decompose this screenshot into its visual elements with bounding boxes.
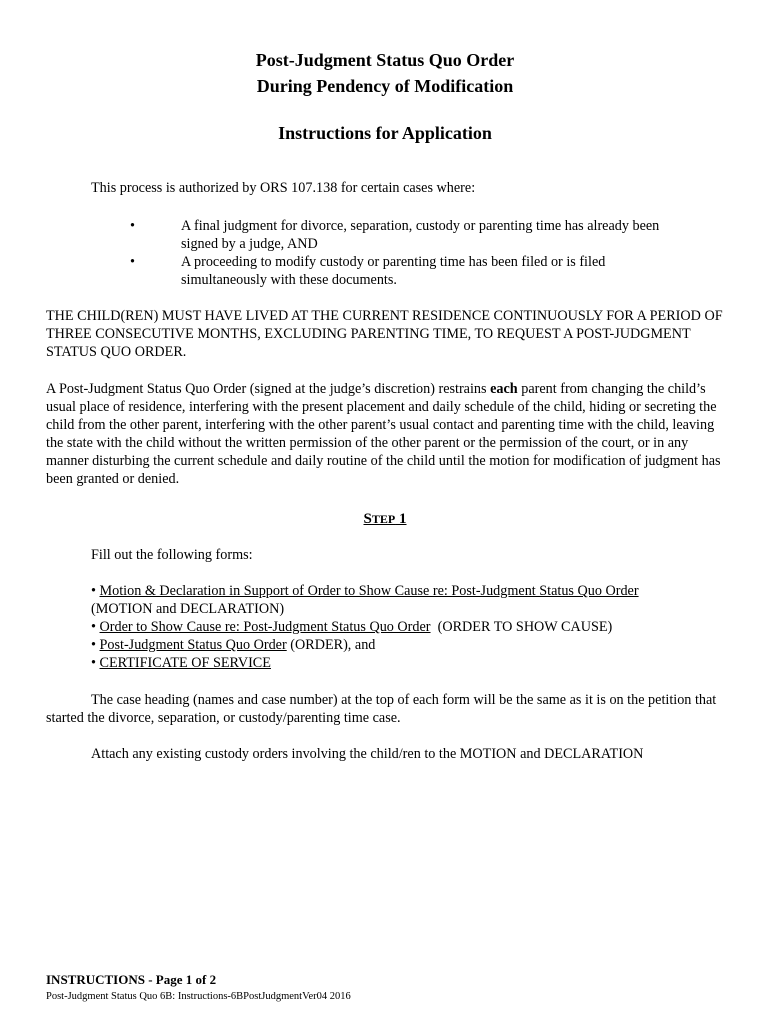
list-item: (MOTION and DECLARATION): [91, 601, 285, 617]
list-item: • A final judgment for divorce, separation, custody or parenting time has already been signed by a judge, AND: [130, 218, 660, 252]
motion-declaration-link[interactable]: Motion & Declaration in Support of Order to Show Cause re: Post-Judgment Status Quo Order: [99, 583, 639, 599]
document-subtitle: Instructions for Application: [278, 123, 492, 143]
criteria-list: [130, 217, 690, 289]
intro-paragraph: This process is authorized by ORS 107.138 for certain cases where:: [91, 180, 476, 196]
footer-page-label: INSTRUCTIONS - Page 1 of 2: [46, 972, 217, 987]
emphasis-each: each: [490, 381, 518, 397]
residence-requirement-notice: THE CHILD(REN) MUST HAVE LIVED AT THE CURRENT RESIDENCE CONTINUOUSLY FOR A PERIOD OF THREE CONSECUTIVE MONTHS, EXCLUDING PARENTING TIME, TO REQUEST A POST-JUDGMENT STATUS QUO ORDER.: [46, 308, 723, 360]
case-heading-paragraph: The case heading (names and case number) at the top of each form will be the same as it is on the petition that started the divorce, separation, or custody/parenting time case.: [46, 692, 717, 726]
order-to-show-cause-link[interactable]: Order to Show Cause re: Post-Judgment Status Quo Order: [99, 619, 431, 635]
forms-list: [91, 582, 731, 672]
list-item: [91, 654, 731, 672]
fill-out-instruction: Fill out the following forms:: [91, 547, 253, 563]
list-item: • Post-Judgment Status Quo Order (ORDER), and: [91, 637, 376, 653]
document-title-line1: Post-Judgment Status Quo Order: [255, 50, 515, 70]
list-item: [91, 582, 731, 600]
bullet-icon: •: [130, 218, 135, 234]
list-item: • Order to Show Cause re: Post-Judgment Status Quo Order (ORDER TO SHOW CAUSE): [91, 619, 613, 635]
attach-instruction: Attach any existing custody orders involving the child/ren to the MOTION and DECLARATION: [91, 746, 644, 762]
list-item: • A proceeding to modify custody or parenting time has been filed or is filed simultaneously with these documents.: [130, 254, 606, 288]
document-title-line2: During Pendency of Modification: [256, 76, 514, 96]
footer-form-id: Post-Judgment Status Quo 6B: Instructions-6BPostJudgmentVer04 2016: [46, 991, 351, 1002]
bullet-icon: •: [91, 655, 96, 671]
bullet-icon: •: [91, 619, 96, 635]
status-quo-order-link[interactable]: Post-Judgment Status Quo Order: [99, 637, 287, 653]
bullet-icon: •: [130, 254, 135, 270]
certificate-of-service-link[interactable]: CERTIFICATE OF SERVICE: [99, 655, 271, 671]
bullet-icon: •: [91, 637, 96, 653]
order-description-paragraph: A Post-Judgment Status Quo Order (signed at the judge’s discretion) restrains each parent from changing the child’s usual place of residence, interfering with the present placement and daily schedule of the child, hiding or secreting the child from the other parent, interfering with the other parent’s usual contact and parenting time with the child, leaving the state with the child without the written permission of the other parent or the permission of the court, or in any manner disturbing the current schedule and daily routine of the child until the motion for modification of judgment has been granted or denied.: [46, 381, 721, 487]
step-heading: STEP 1: [363, 511, 407, 527]
bullet-icon: •: [91, 583, 96, 599]
